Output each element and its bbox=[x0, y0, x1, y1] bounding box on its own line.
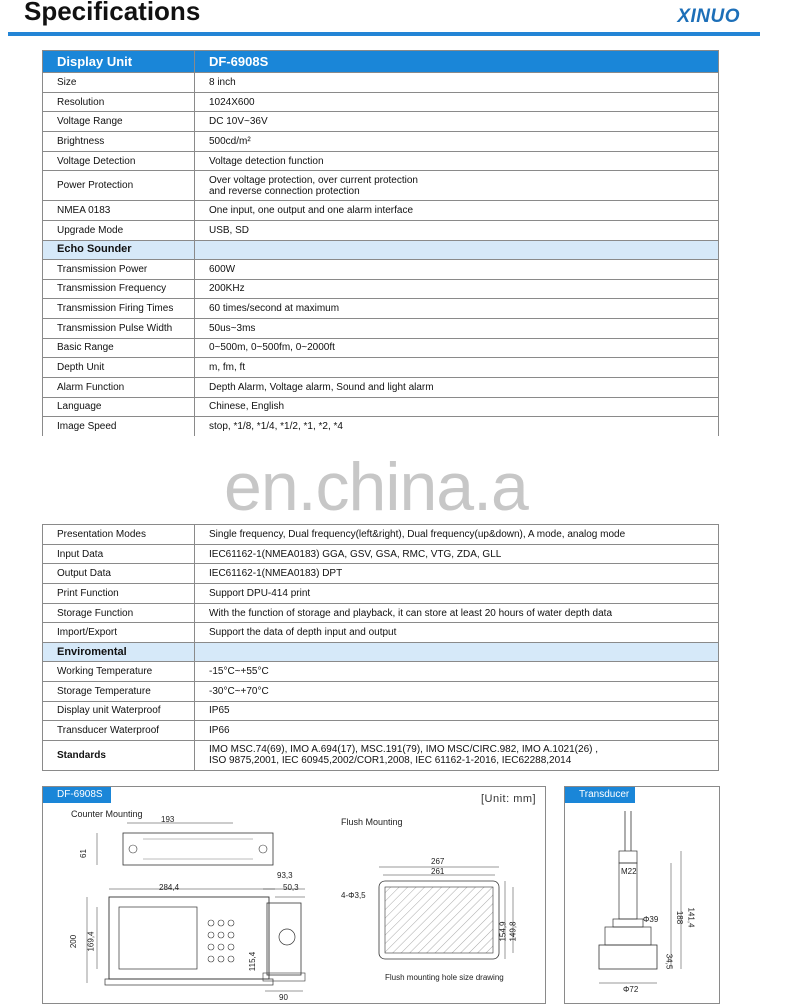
model-tag: DF-6908S bbox=[43, 787, 111, 803]
dim-90: 90 bbox=[279, 993, 288, 1002]
flush-mounting-label: Flush Mounting bbox=[341, 817, 403, 827]
spec-label: Alarm Function bbox=[43, 377, 195, 397]
transducer-drawing bbox=[585, 811, 695, 1001]
spec-value: IP66 bbox=[195, 721, 719, 741]
table-row bbox=[43, 564, 719, 584]
brand-logo bbox=[677, 6, 740, 28]
spec-value: 50us~3ms bbox=[195, 318, 719, 338]
dim-261: 261 bbox=[431, 867, 445, 876]
spec-value: IEC61162-1(NMEA0183) GGA, GSV, GSA, RMC, VTG, ZDA, GLL bbox=[195, 544, 719, 564]
brand-logo-text: XINUO bbox=[677, 6, 740, 27]
dim-m22: M22 bbox=[621, 867, 637, 876]
spec-value: Support the data of depth input and output bbox=[195, 623, 719, 643]
spec-table-body bbox=[43, 51, 719, 771]
spec-value: IEC61162-1(NMEA0183) DPT bbox=[195, 564, 719, 584]
dim-phi-72: Φ72 bbox=[623, 985, 639, 994]
table-row bbox=[43, 201, 719, 221]
table-row bbox=[43, 397, 719, 417]
table-row bbox=[43, 740, 719, 770]
spec-value: 8 inch bbox=[195, 73, 719, 93]
section-title: Enviromental bbox=[43, 643, 195, 662]
dim-61: 61 bbox=[78, 849, 88, 858]
dim-50-3: 50,3 bbox=[283, 883, 299, 892]
table-row bbox=[43, 701, 719, 721]
spec-value: -15°C~+55°C bbox=[195, 662, 719, 682]
flush-hole-caption: Flush mounting hole size drawing bbox=[385, 973, 504, 982]
table-header-row bbox=[43, 51, 719, 73]
spec-value: One input, one output and one alarm interface bbox=[195, 201, 719, 221]
spec-value: -30°C~+70°C bbox=[195, 681, 719, 701]
transducer-tag: Transducer bbox=[565, 787, 635, 803]
header-label: Display Unit bbox=[43, 51, 195, 73]
spec-label: Import/Export bbox=[43, 623, 195, 643]
watermark-text: en.china.a bbox=[224, 449, 528, 525]
display-unit-drawing-panel bbox=[42, 786, 546, 1004]
spec-value: 500cd/m² bbox=[195, 132, 719, 152]
spec-value: Chinese, English bbox=[195, 397, 719, 417]
table-row bbox=[43, 73, 719, 93]
dim-193: 193 bbox=[161, 815, 175, 824]
spec-value-line: ISO 9875,2001, IEC 60945,2002/COR1,2008, IEC 61162-1-2016, IEC62288,2014 bbox=[209, 755, 572, 767]
spec-value: 1024X600 bbox=[195, 92, 719, 112]
spec-label: Transducer Waterproof bbox=[43, 721, 195, 741]
dim-284-4: 284,4 bbox=[159, 883, 180, 892]
spec-value: DC 10V~36V bbox=[195, 112, 719, 132]
counter-top-view-drawing bbox=[83, 817, 283, 877]
table-row bbox=[43, 721, 719, 741]
transducer-drawing-panel bbox=[564, 786, 720, 1004]
table-row bbox=[43, 623, 719, 643]
dim-200: 200 bbox=[69, 934, 79, 949]
spec-label: Transmission Frequency bbox=[43, 279, 195, 299]
spec-label: Upgrade Mode bbox=[43, 221, 195, 241]
spec-label: Standards bbox=[43, 740, 195, 770]
page-header bbox=[0, 0, 800, 38]
header-rule bbox=[8, 32, 760, 36]
spec-label: Storage Function bbox=[43, 603, 195, 623]
table-row bbox=[43, 603, 719, 623]
section-title: Echo Sounder bbox=[43, 240, 195, 259]
section-filler bbox=[195, 643, 719, 662]
table-row bbox=[43, 662, 719, 682]
table-row bbox=[43, 279, 719, 299]
spec-value: Single frequency, Dual frequency(left&right), Dual frequency(up&down), A mode, analog mode bbox=[195, 525, 719, 545]
table-row bbox=[43, 358, 719, 378]
spec-label: Voltage Detection bbox=[43, 151, 195, 171]
spec-value: USB, SD bbox=[195, 221, 719, 241]
spec-label: Resolution bbox=[43, 92, 195, 112]
spec-table bbox=[42, 50, 719, 771]
spec-label: Output Data bbox=[43, 564, 195, 584]
spec-label: Size bbox=[43, 73, 195, 93]
spec-label: Voltage Range bbox=[43, 112, 195, 132]
section-filler bbox=[195, 240, 719, 259]
dim-phi-39: Φ39 bbox=[643, 915, 659, 924]
dim-4-phi-3-5: 4-Φ3,5 bbox=[341, 891, 366, 900]
spec-label: Print Function bbox=[43, 584, 195, 604]
table-row bbox=[43, 377, 719, 397]
table-row bbox=[43, 681, 719, 701]
table-row bbox=[43, 92, 719, 112]
spec-value bbox=[195, 740, 719, 770]
spec-label: Depth Unit bbox=[43, 358, 195, 378]
table-row bbox=[43, 132, 719, 152]
table-row bbox=[43, 544, 719, 564]
table-row bbox=[43, 299, 719, 319]
spec-label: Brightness bbox=[43, 132, 195, 152]
page-title: Specifications bbox=[24, 0, 201, 26]
spec-value: stop, *1/8, *1/4, *1/2, *1, *2, *4 bbox=[195, 417, 719, 437]
spec-label: Display unit Waterproof bbox=[43, 701, 195, 721]
spec-value-line: Over voltage protection, over current protection bbox=[209, 174, 418, 186]
watermark-band bbox=[0, 436, 800, 524]
spec-label: Working Temperature bbox=[43, 662, 195, 682]
dim-115-4: 115,4 bbox=[248, 951, 258, 972]
spec-label: Basic Range bbox=[43, 338, 195, 358]
flush-mount-hole-drawing bbox=[359, 859, 519, 979]
spec-label: Transmission Firing Times bbox=[43, 299, 195, 319]
unit-label: [Unit: mm] bbox=[481, 793, 537, 805]
spec-label: Storage Temperature bbox=[43, 681, 195, 701]
table-row bbox=[43, 112, 719, 132]
spec-value: 200KHz bbox=[195, 279, 719, 299]
spec-value bbox=[195, 171, 719, 201]
section-row bbox=[43, 240, 719, 259]
table-row bbox=[43, 171, 719, 201]
table-row bbox=[43, 318, 719, 338]
dim-154-9: 154,9 bbox=[498, 921, 508, 942]
spec-label: Image Speed bbox=[43, 417, 195, 437]
dim-188: 188 bbox=[675, 910, 685, 925]
dim-267: 267 bbox=[431, 857, 445, 866]
dim-93-3: 93,3 bbox=[277, 871, 293, 880]
table-row bbox=[43, 338, 719, 358]
header-model: DF-6908S bbox=[195, 51, 719, 73]
spec-value: With the function of storage and playback, it can store at least 20 hours of water depth data bbox=[195, 603, 719, 623]
spec-value: Depth Alarm, Voltage alarm, Sound and light alarm bbox=[195, 377, 719, 397]
spec-value: IP65 bbox=[195, 701, 719, 721]
spec-value-line: and reverse connection protection bbox=[209, 185, 360, 197]
dim-34-5: 34,5 bbox=[664, 953, 674, 970]
spec-label: NMEA 0183 bbox=[43, 201, 195, 221]
dim-141-4: 141,4 bbox=[686, 907, 696, 928]
table-row bbox=[43, 525, 719, 545]
spec-value: 0~500m, 0~500fm, 0~2000ft bbox=[195, 338, 719, 358]
spec-label: Input Data bbox=[43, 544, 195, 564]
table-row bbox=[43, 151, 719, 171]
spec-value: Voltage detection function bbox=[195, 151, 719, 171]
table-row bbox=[43, 584, 719, 604]
spec-value: Support DPU-414 print bbox=[195, 584, 719, 604]
table-row bbox=[43, 259, 719, 279]
dim-149-8: 149,8 bbox=[508, 921, 518, 942]
spec-label: Transmission Pulse Width bbox=[43, 318, 195, 338]
spec-value: m, fm, ft bbox=[195, 358, 719, 378]
spec-value: 60 times/second at maximum bbox=[195, 299, 719, 319]
spec-value: 600W bbox=[195, 259, 719, 279]
spec-label: Presentation Modes bbox=[43, 525, 195, 545]
dim-169-4: 169,4 bbox=[86, 931, 96, 952]
spec-label: Language bbox=[43, 397, 195, 417]
counter-front-view-drawing bbox=[79, 883, 279, 993]
table-row bbox=[43, 417, 719, 437]
counter-mounting-label: Counter Mounting bbox=[71, 809, 143, 819]
spec-label: Transmission Power bbox=[43, 259, 195, 279]
side-view-drawing bbox=[253, 887, 313, 997]
spec-label: Power Protection bbox=[43, 171, 195, 201]
spec-value-line: IMO MSC.74(69), IMO A.694(17), MSC.191(79), IMO MSC/CIRC.982, IMO A.1021(26) , bbox=[209, 744, 599, 756]
table-row bbox=[43, 221, 719, 241]
section-row bbox=[43, 643, 719, 662]
